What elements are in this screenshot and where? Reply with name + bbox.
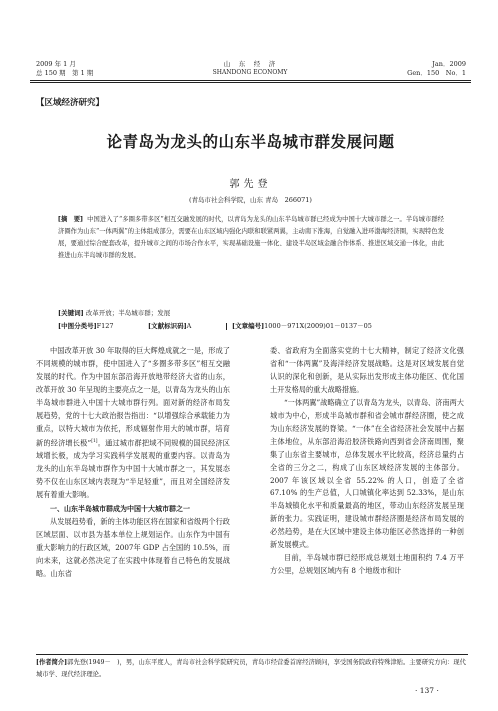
body-column-left	[36, 345, 230, 581]
paragraph: “一体两翼”战略确立了以青岛为龙头，以青岛、济南两大城市为中心，形成半岛城市群和省会城市群经济圈，使之成为山东经济发展的脊梁。“一体”在全省经济社会发展中占据主体地位，从东部沿海沿胶济铁路向西到省会济南周围，聚集了山东省主要城市，总体发展水平比较高，经济总量约占全省的三分之二，构成了山东区域经济发展的主体部分。2007 年该区域以全省 55.22% 的人口，创造了全省 67.10% 的生产总值，人口城镇化率达到 52.33%，是山东半岛城镇化水平和质量最高的地区，带动山东经济发展呈现新的张力。实践证明，建设城市群经济圈是经济布局发展的必然趋势，是在大区域中建设主体功能区必然选择的一种创新发展模式。	[270, 397, 464, 550]
article-no-label: [文章编号]	[232, 322, 265, 330]
author-bio-text: 郭先登(1949－ )，男，山东平度人，青岛市社会科学院研究员，青岛市经营委首席经济顾问，享受国务院政府特殊津贴。主要研究方向：现代城市学、现代经济理论。	[36, 659, 466, 678]
clc-line	[58, 321, 114, 330]
paragraph-text: 。通过城市群把域不同规模的国民经济区域增长极，成为学习实践科学发展观的重要内容。以青岛为龙头的山东半岛城市群作为中国十大城市群之一，其发展态势不仅在山东区域内表现为“半足轻重”，而且对全国经济发展有着重大影响。	[36, 438, 230, 499]
body-column-right	[270, 345, 464, 578]
doc-code-value: A	[186, 322, 192, 330]
doc-code-line	[148, 321, 191, 330]
clc-value: F127	[96, 322, 114, 330]
header-rule-thin	[30, 82, 471, 83]
paragraph-text: 中国改革开放 30 年取得的巨大辉煌成就之一是，形成了不同规模的城市群，使中国进入了“多圈多带多区”相互交融发展的时代。作为中国东部沿海开放地带经济大省的山东，改革开放 30 年呈现的主要亮点之一是，以青岛为龙头的山东半岛城市群进入中国十大城市群行列。面对新的经济布局发展趋势，党的十七大政治报告指出：“以增强综合承载能力为重点，以特大城市为依托，形成辐射作用大的城市群，培育新的经济增长极”	[36, 346, 230, 448]
page-number: · 137 ·	[415, 686, 439, 695]
section-heading: 一、山东半岛城市群成为中国十大城市群之一	[50, 504, 190, 513]
paragraph: 目前，半岛城市群已经形成总规划土地面积约 7.4 万平方公里，总规划区域内有 8 个地级市和计	[270, 553, 464, 576]
journal-name: 山 东 经 济	[223, 60, 277, 68]
keywords-line	[58, 308, 170, 317]
citation-ref: [1]	[91, 438, 98, 444]
header-rule	[30, 80, 471, 81]
abstract-text: 中国进入了“多圈多带多区”相互交融发展的时代，以青岛为龙头的山东半岛城市群已经成为中国十大城市群之一。半岛城市群经济圈作为山东“一体两翼”的主体组成部分，需要在山东区域内强化内联和联紧两翼，主动南下淮海，自觉融入进环渤海经济圈，实现特色发展，要通过综合配套改革，提升城市之间的市场合作水平，实现基础设施一体化、建设半岛区域金融合作体系、推进区域交通一体化，由此推进山东半岛城市群的发展。	[58, 216, 444, 260]
header-issue: 总 150 期 第 1 期	[36, 69, 94, 77]
doc-code-label: [文献标识码]	[148, 322, 187, 330]
keywords: 改革开放；半岛城市群；发展	[85, 309, 171, 317]
paragraph: 从发展趋势看，新的主体功能区将在国家和省级两个行政区域层面、以市县为基本单位上规划运作。山东作为中国有重大影响力的行政区域，2007年 GDP 占全国的 10.5%，而向未来，这就必然决定了在实践中体现着自己特色的发展战略。山东省	[36, 516, 230, 578]
article-no-line	[232, 321, 372, 330]
journal-name-en: SHANDONG ECONOMY	[212, 69, 288, 76]
author-name: 郭先登	[229, 179, 272, 190]
header-date: 2009 年 1 月	[36, 60, 76, 68]
meta-divider	[226, 323, 227, 330]
clc-label: [中图分类号]	[58, 322, 97, 330]
section-tag: 【区域经济研究】	[36, 98, 105, 108]
abstract-label: [摘 要]	[58, 216, 83, 223]
abstract	[58, 214, 444, 262]
author-bio-label: [作者简介]	[36, 659, 68, 666]
header-date-en: Jan．2009	[432, 60, 466, 68]
article-no-value: 1000－971X(2009)01－0137－05	[264, 322, 372, 330]
keywords-label: [关键词]	[58, 309, 84, 317]
header-issue-en: Gen．150 No．1	[407, 69, 466, 77]
author-affiliation: (青岛市社会科学院，山东 青岛 266071)	[189, 196, 312, 204]
footnote-rule	[36, 654, 468, 655]
paragraph: 委、省政府为全面落实党的十七大精神，制定了经济文化强省和“一体两翼”及海洋经济发展战略。这是对区域发展自觉认识的深化和创新，是从实际出发形成主体功能区、优化国土开发格局的重大战略措施。	[270, 346, 464, 394]
article-title: 论青岛为龙头的山东半岛城市群发展问题	[106, 133, 395, 151]
author-bio	[36, 657, 468, 681]
paragraph	[36, 345, 230, 502]
